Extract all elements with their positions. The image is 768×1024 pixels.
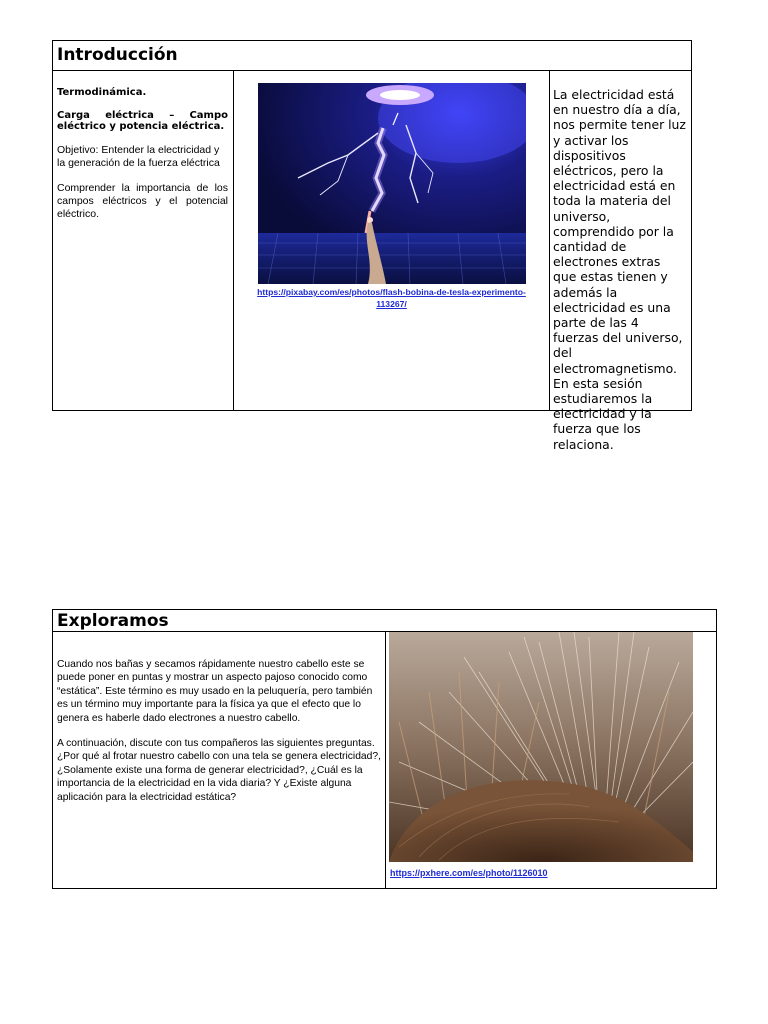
intro-image-cell [234, 71, 550, 410]
hair-image-source-link[interactable]: https://pxhere.com/es/photo/1126010 [390, 868, 548, 878]
explore-image-cell [386, 632, 716, 888]
explore-table [52, 609, 717, 889]
intro-row [53, 71, 691, 452]
intro-description-cell [550, 71, 691, 452]
explore-title: Exploramos [53, 610, 716, 632]
intro-title: Introducción [53, 41, 691, 71]
tesla-coil-image [258, 83, 526, 284]
discussion-questions-paragraph: A continuación, discute con tus compañeros las siguientes preguntas. ¿Por qué al frotar nuestro cabello con una tela se genera electricidad?, ¿Solamente existe una forma de generar electricidad?, ¿Cuál es la importancia de la electricidad en la vida diaria? Y ¿Existe alguna aplicación para la electricidad estática? [57, 738, 381, 803]
intro-description-text: La electricidad está en nuestro día a día, nos permite tener luz y activar los dispositivos eléctricos, pero la electricidad está en toda la materia del universo, comprendido por la cantidad de electrones extras que estas tienen y además la electricidad es una parte de las 4 fuerzas del universo, del electromagnetismo. En esta sesión estudiaremos la electricidad y la fuerza que los relaciona. [553, 87, 686, 452]
topic-heading: Termodinámica. [57, 87, 147, 98]
explore-text-cell [53, 632, 386, 888]
explore-row [53, 632, 716, 888]
intro-objectives-cell [53, 71, 234, 410]
intro-table [52, 40, 692, 452]
objective-text: Objetivo: Entender la electricidad y la generación de la fuerza eléctrica [57, 144, 220, 169]
static-hair-image [389, 632, 693, 862]
tesla-image-source-link[interactable]: https://pixabay.com/es/photos/flash-bobina-de-tesla-experimento-113267/ [257, 287, 526, 309]
understanding-text: Comprender la importancia de los campos eléctricos y el potencial eléctrico. [57, 182, 228, 220]
subtopic-heading: Carga eléctrica – Campo eléctrico y potencia eléctrica. [57, 110, 228, 132]
static-hair-paragraph: Cuando nos bañas y secamos rápidamente nuestro cabello este se puede poner en puntas y mostrar un aspecto pajoso conocido como “estática”. Este término es muy usado en la peluquería, pero también es un término muy importante para la física ya que el efecto que lo genera es haberle dado electrones a nuestro cabello. [57, 659, 373, 724]
